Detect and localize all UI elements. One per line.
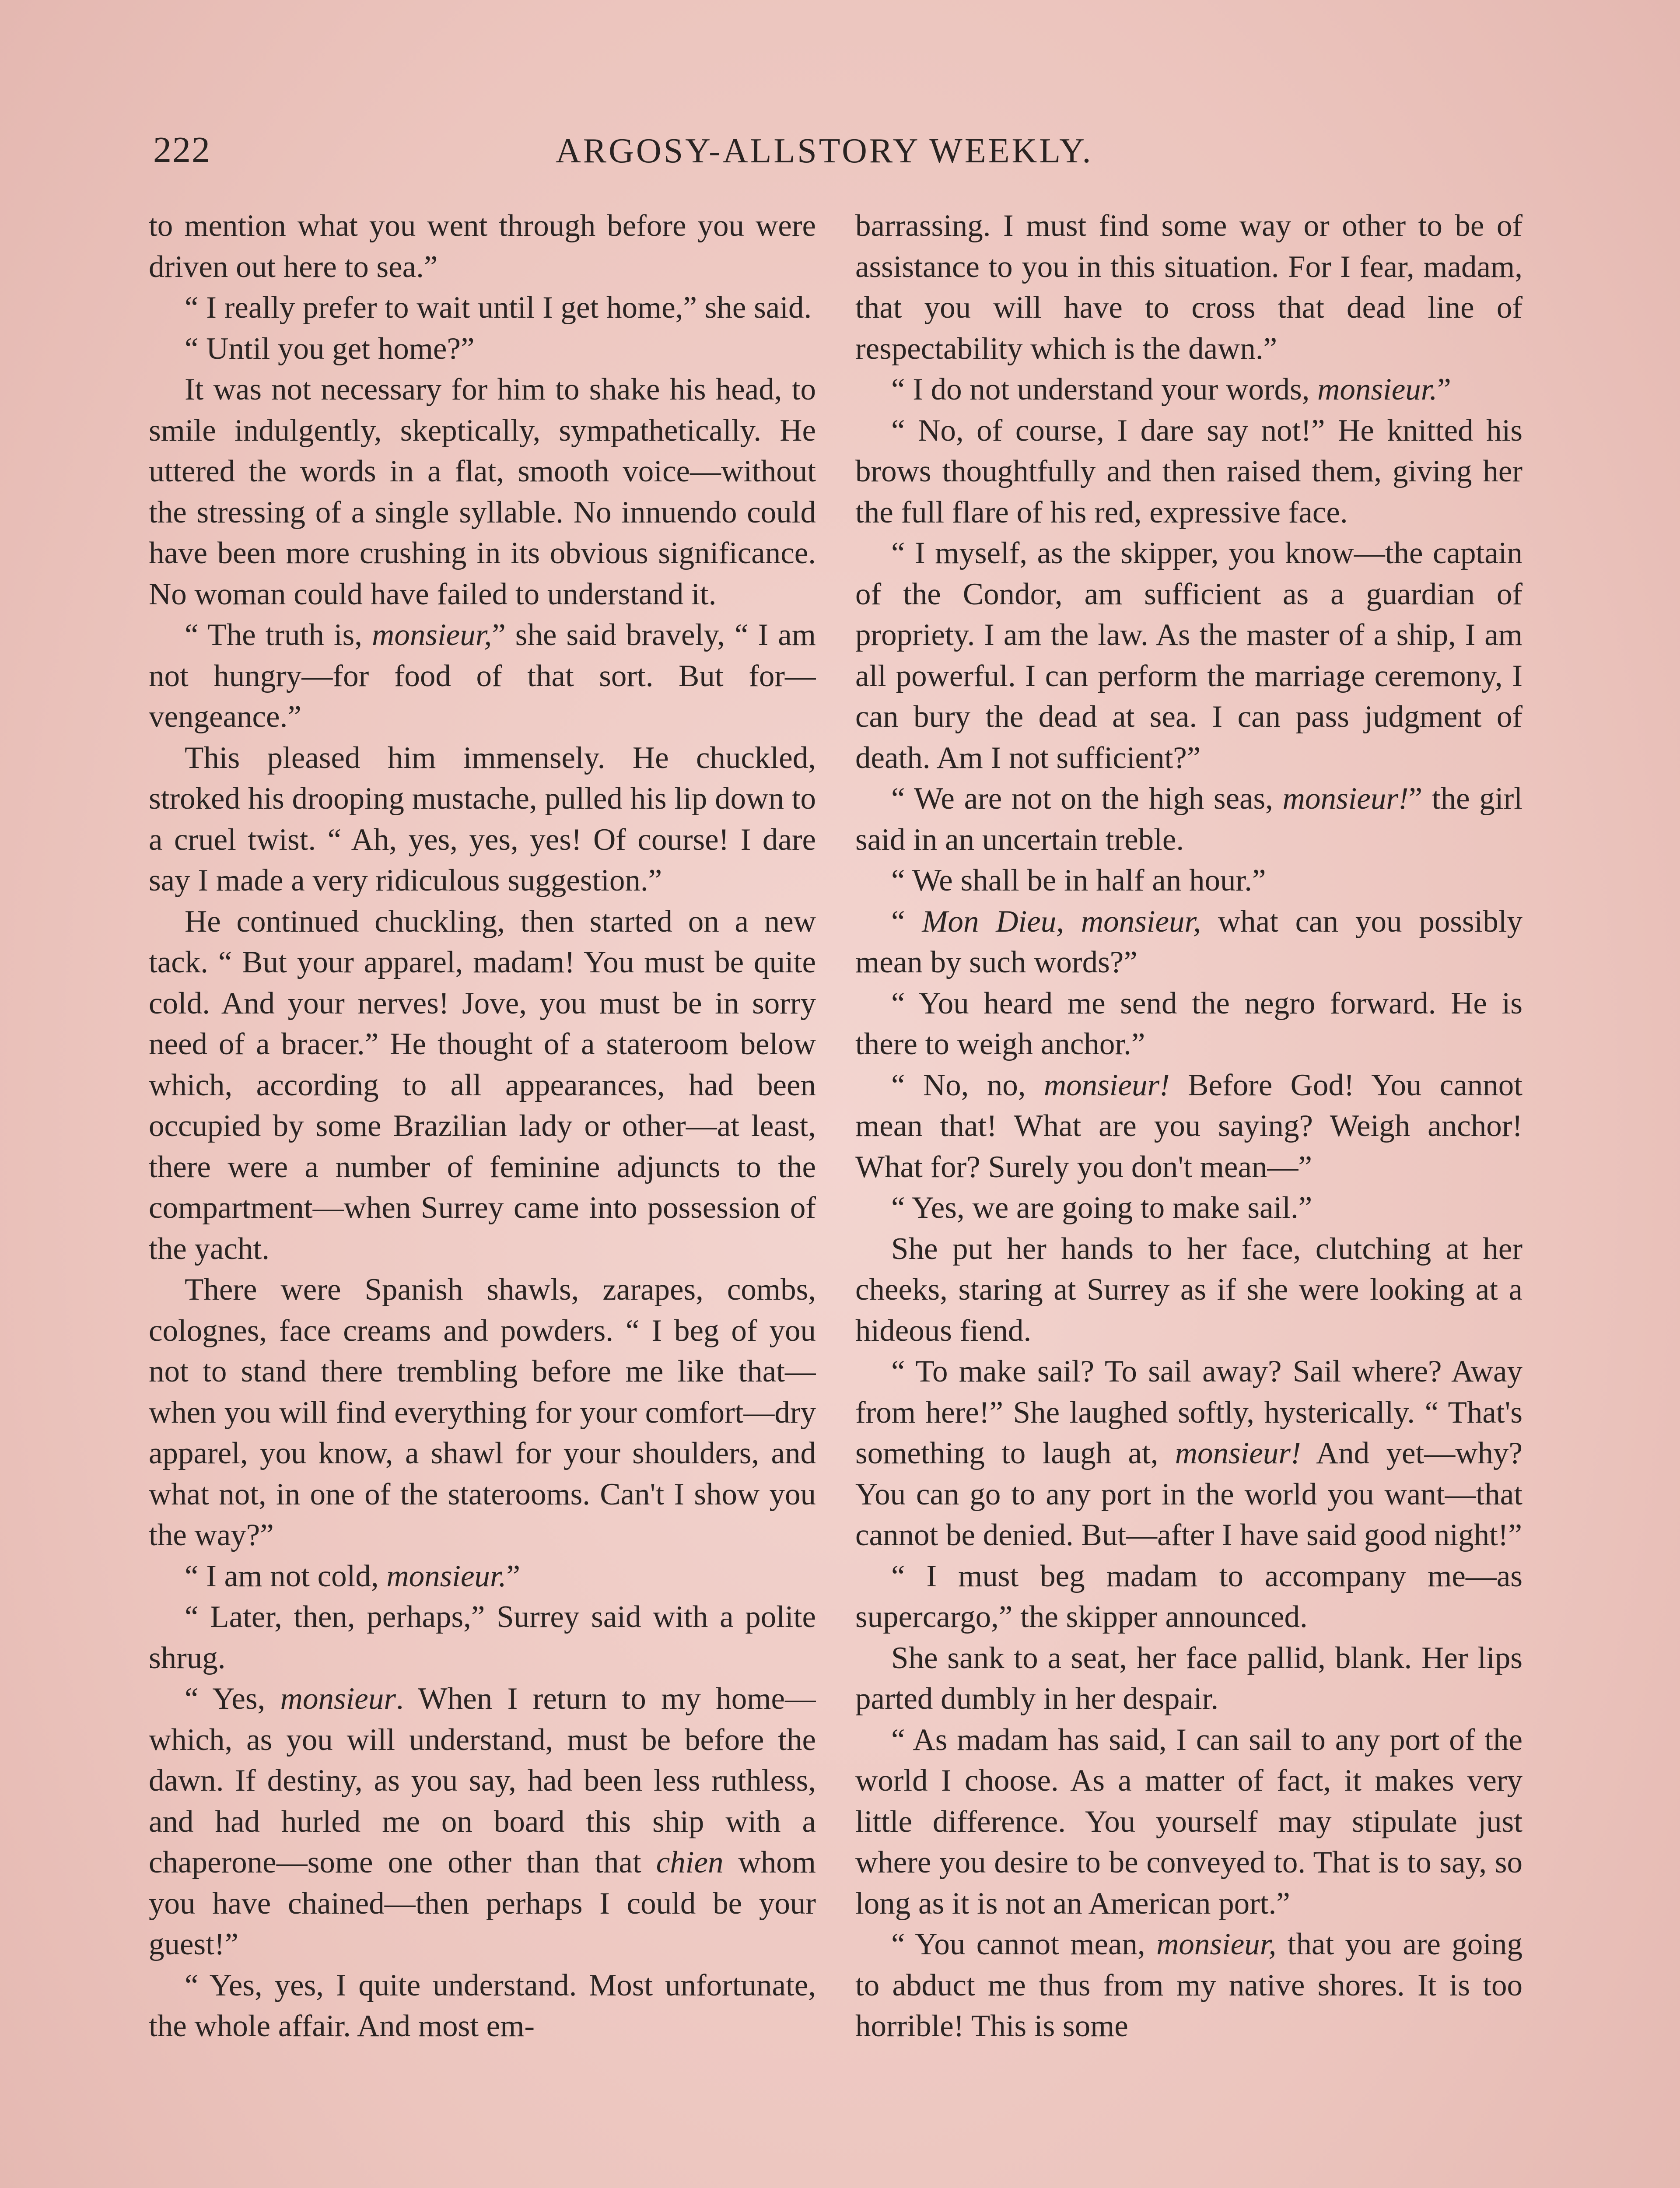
right-text-column [855,206,1522,2188]
page-number: 222 [153,130,211,170]
paragraph: “ Yes, we are going to make sail.” [891,1191,1312,1225]
paragraph: This pleased him immensely. He chuckled, stroked his drooping mustache, pulled his lip down to a cruel twist. “ Ah, yes, yes, yes! Of course! I dare say I made a very ridiculous suggestion.” [149,740,816,898]
paragraph: “ Yes, yes, I quite understand. Most unfortunate, the whole affair. And most em- [149,1968,816,2043]
paragraph: “ The truth is, monsieur,” she said bravely, “ I am not hungry—for food of that sort. But for—vengeance.” [149,618,816,734]
running-head-title: ARGOSY-ALLSTORY WEEKLY. [556,132,1093,170]
paragraph: “ You cannot mean, monsieur, that you are going to abduct me thus from my native shores. It is too horrible! This is some [855,1927,1522,2043]
paragraph: “ I am not cold, monsieur.” [185,1559,521,1593]
paragraph: “ To make sail? To sail away? Sail where? Away from here!” She laughed softly, hysterically. “ That's something to laugh at, monsieur! And yet—why? You can go to any port in the world you want—that cannot be denied. But—after I have said good night!” [855,1354,1522,1552]
paragraph: “ As madam has said, I can sail to any port of the world I choose. As a matter of fact, it makes very little difference. You yourself may stipulate just where you desire to be conveyed to. That is to say, so long as it is not an American port.” [855,1722,1522,1921]
paragraph: “ No, of course, I dare say not!” He knitted his brows thoughtfully and then raised them, giving her the full flare of his red, expressive face. [855,413,1522,529]
paragraph: “ I myself, as the skipper, you know—the captain of the Condor, am sufficient as a guardian of propriety. I am the law. As the master of a ship, I am all powerful. I can perform the marriage ceremony, I can bury the dead at sea. I can pass judgment of death. Am I not sufficient?” [855,536,1522,775]
paragraph: There were Spanish shawls, zarapes, combs, colognes, face creams and powders. “ I beg of you not to stand there trembling before me like that—when you will find everything for your comfort—dry apparel, you know, a shawl for your shoulders, and what not, in one of the staterooms. Can't I show you the way?” [149,1273,816,1552]
paragraph: “ You heard me send the negro forward. He is there to weigh anchor.” [855,986,1522,1061]
paragraph: She sank to a seat, her face pallid, blank. Her lips parted dumbly in her despair. [855,1641,1522,1716]
paragraph: “ Later, then, perhaps,” Surrey said with a polite shrug. [149,1600,816,1675]
paragraph: barrassing. I must find some way or other to be of assistance to you in this situation. For I fear, madam, that you will have to cross that dead line of respectability which is the dawn.” [855,209,1522,366]
paragraph: She put her hands to her face, clutching at her cheeks, staring at Surrey as if she were looking at a hideous fiend. [855,1231,1522,1348]
paragraph: “ Until you get home?” [185,331,475,366]
paragraph: It was not necessary for him to shake his head, to smile indulgently, skeptically, sympathetically. He uttered the words in a flat, smooth voice—without the stressing of a single syllable. No innuendo could have been more crushing in its obvious significance. No woman could have failed to understand it. [149,372,816,611]
paragraph: “ Yes, monsieur. When I return to my home—which, as you will understand, must be before the dawn. If destiny, as you say, had been less ruthless, and had hurled me on board this ship with a chaperone—some one other than that chien whom you have chained—then perhaps I could be your guest!” [149,1682,816,1961]
paragraph: “ I do not understand your words, monsieur.” [891,372,1451,407]
paragraph: “ I must beg madam to accompany me—as supercargo,” the skipper announced. [855,1559,1522,1634]
paragraph: “ No, no, monsieur! Before God! You cannot mean that! What are you saying? Weigh anchor! What for? Surely you don't mean—” [855,1068,1522,1184]
paragraph: to mention what you went through before you were driven out here to sea.” [149,209,816,284]
left-text-column [149,206,816,2188]
paragraph: “ I really prefer to wait until I get home,” she said. [185,291,812,325]
paragraph: “ We shall be in half an hour.” [891,863,1266,898]
paragraph: “ We are not on the high seas, monsieur!” the girl said in an uncertain treble. [855,782,1522,857]
paragraph: “ Mon Dieu, monsieur, what can you possibly mean by such words?” [855,904,1522,979]
paragraph: He continued chuckling, then started on a new tack. “ But your apparel, madam! You must be quite cold. And your nerves! Jove, you must be in sorry need of a bracer.” He thought of a stateroom below which, according to all appearances, had been occupied by some Brazilian lady or other—at least, there were a number of feminine adjuncts to the compartment—when Surrey came into possession of the yacht. [149,904,816,1266]
